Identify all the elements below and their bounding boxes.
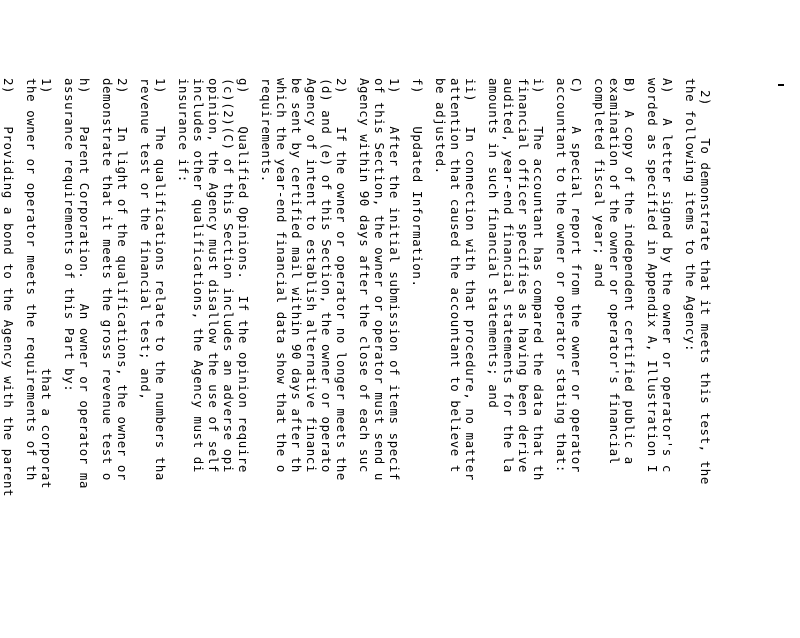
text-line: C) A special report from the owner or operator — [569, 78, 584, 473]
text-line: includes other qualifications, the Agency must di — [191, 78, 206, 473]
text-line: accountant to the owner or operator stating that: — [554, 78, 569, 473]
text-line: 1) The qualifications relate to the numbers tha — [153, 78, 168, 481]
text-line: Agency of intent to establish alternative financi — [304, 78, 319, 473]
text-line: demonstrate that it meets the gross revenue test o — [100, 78, 115, 481]
section-heading: g) Qualified Opinions. If the opinion require — [236, 78, 251, 473]
text-line: worded as specified in Appendix A, Illustration I — [645, 78, 660, 473]
text-line: i) The accountant has compared the data that th — [531, 78, 546, 481]
text-line: amounts in such financial statements; and — [486, 78, 501, 409]
text-line: opinion, the Agency must disallow the use of self — [206, 78, 221, 473]
text-line: (c)(2)(C) of this Section includes an adverse opi — [221, 78, 236, 473]
text-line: the following items to the Agency: — [683, 78, 698, 353]
text-line: audited, year-end financial statements for the la — [501, 78, 516, 473]
text-line: which the year-end financial data show that the o — [274, 78, 289, 473]
text-line: assurance requirements of this Part by: — [62, 78, 77, 393]
text-line: the owner or operator meets the requirements of th — [24, 78, 39, 481]
text-line: be sent by certified mail within 90 days after th — [289, 78, 304, 473]
text-line: ii) In connection with that procedure, no matter — [463, 78, 478, 481]
text-line: (d) and (e) of this Section, the owner or operato — [319, 78, 334, 473]
text-line: examination of the owner or operator's financial — [607, 78, 622, 465]
text-line: 1) that a corporat — [39, 78, 54, 490]
text-line: insurance if: — [176, 78, 191, 183]
text-line: completed fiscal year; and — [592, 78, 607, 288]
text-line: 2) If the owner or operator no longer meets the — [334, 78, 349, 481]
text-line: A) A letter signed by the owner or operator's c — [660, 78, 675, 473]
text-line: 1) After the initial submission of items specif — [387, 78, 402, 481]
text-line: 2) Providing a bond to the Agency with the parent — [1, 78, 16, 498]
section-heading: f) Updated Information. — [410, 78, 425, 288]
scan-mark — [778, 84, 784, 86]
text-line: requirements. — [259, 78, 274, 183]
text-line: revenue test or the financial test; and, — [138, 78, 153, 401]
text-line: B) A copy of the independent certified public a — [622, 78, 637, 465]
text-line: be adjusted. — [433, 78, 448, 175]
text-line: attention that caused the accountant to believe t — [448, 78, 463, 473]
text-line: 2) To demonstrate that it meets this test, the — [698, 90, 713, 485]
text-line: of this Section, the owner or operator must send u — [372, 78, 387, 481]
text-line: 2) In light of the qualifications, the owner or — [115, 78, 130, 481]
text-line: Agency within 90 days after the close of each suc — [357, 78, 372, 473]
section-heading: h) Parent Corporation. An owner or operator ma — [77, 78, 92, 490]
text-line: financial officer specifies as having been derive — [516, 78, 531, 473]
